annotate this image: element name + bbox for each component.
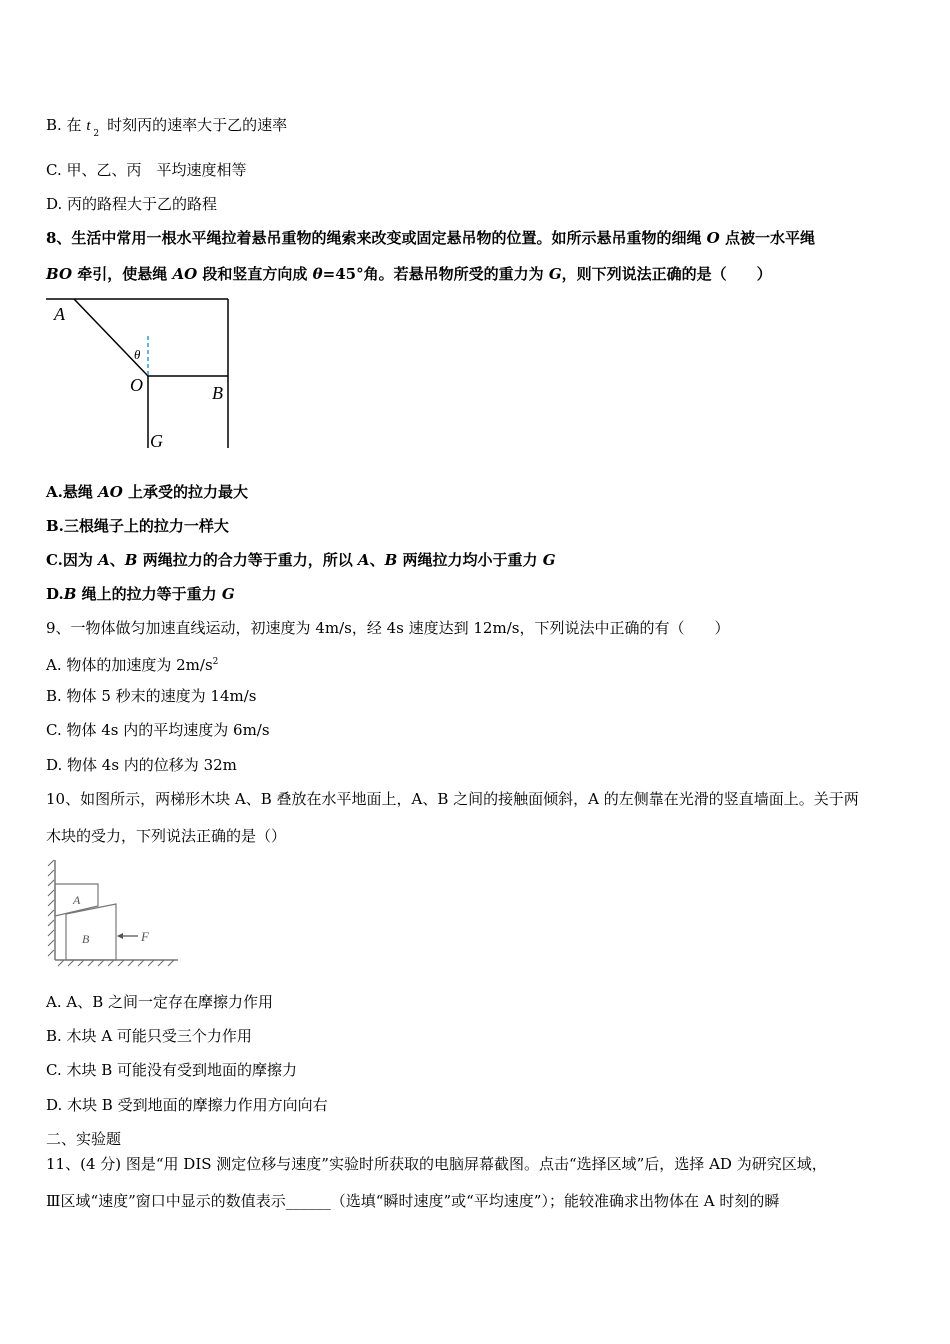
- q10-option-c: C. 木块 B 可能没有受到地面的摩擦力: [46, 1061, 298, 1079]
- q8-option-d: D.B 绳上的拉力等于重力 G: [46, 585, 235, 603]
- q10-stem-line2: 木块的受力，下列说法正确的是（）: [46, 827, 287, 845]
- section-heading: 二、实验题: [46, 1130, 122, 1148]
- q9-option-c: C. 物体 4s 内的平均速度为 6m/s: [46, 721, 270, 739]
- q10-option-b: B. 木块 A 可能只受三个力作用: [46, 1027, 252, 1045]
- q10-option-d: D. 木块 B 受到地面的摩擦力作用方向向右: [46, 1096, 328, 1114]
- q9-stem: 9、一物体做匀加速直线运动，初速度为 4m/s，经 4s 速度达到 12m/s，下列说法中正确的有（ ）: [46, 619, 730, 637]
- label-force-f: F: [141, 929, 149, 944]
- label-a: A: [54, 304, 65, 324]
- q9-option-b: B. 物体 5 秒末的速度为 14m/s: [46, 687, 257, 705]
- q8-rope-figure: [46, 296, 246, 456]
- q8-option-a: A.悬绳 AO 上承受的拉力最大: [46, 483, 249, 501]
- label-o: O: [130, 375, 143, 395]
- q8-stem-line1: 8、生活中常用一根水平绳拉着悬吊重物的绳索来改变或固定悬吊物的位置。如所示悬吊重物的细绳 O 点被一水平绳: [46, 229, 815, 247]
- label-theta: θ: [134, 347, 141, 362]
- rope-ao: [74, 299, 148, 376]
- q7-option-b: B. 在 t 2 时刻丙的速率大于乙的速率: [46, 116, 288, 139]
- q10-stem-line1: 10、如图所示，两梯形木块 A、B 叠放在水平地面上，A、B 之间的接触面倾斜，A 的左侧靠在光滑的竖直墙面上。关于两: [46, 790, 859, 808]
- label-g: G: [150, 431, 163, 451]
- q11-stem-line2: Ⅲ区域“速度”窗口中显示的数值表示______（选填“瞬时速度”或“平均速度”）；能较准确求出物体在 A 时刻的瞬: [46, 1192, 780, 1210]
- q9-option-a: A. 物体的加速度为 $2m/s^2$: [46, 656, 219, 674]
- q8-option-c: C.因为 A、B 两绳拉力的合力等于重力，所以 A、B 两绳拉力均小于重力 G: [46, 551, 556, 569]
- force-f-arrowhead: [117, 933, 123, 939]
- label-block-a: A: [73, 893, 81, 907]
- label-block-b: B: [82, 932, 90, 946]
- q10-option-a: A. A、B 之间一定存在摩擦力作用: [46, 993, 273, 1011]
- q9-option-d: D. 物体 4s 内的位移为 32m: [46, 756, 237, 774]
- q7-option-d: D. 丙的路程大于乙的路程: [46, 195, 218, 213]
- wall-hatch: [48, 860, 54, 956]
- q8-stem-line2: BO 牵引，使悬绳 AO 段和竖直方向成 θ=45°角。若悬吊物所受的重力为 G，则下列说法正确的是（ ）: [46, 265, 772, 283]
- ground-hatch: [58, 960, 174, 966]
- q8-option-b: B.三根绳子上的拉力一样大: [46, 517, 229, 535]
- q7-option-c: C. 甲、乙、丙 平均速度相等: [46, 161, 247, 179]
- q10-blocks-figure: [46, 858, 186, 970]
- label-b: B: [212, 383, 223, 403]
- q11-stem-line1: 11、(4 分) 图是“用 DIS 测定位移与速度”实验时所获取的电脑屏幕截图。点击“选择区域”后，选择 AD 为研究区域，: [46, 1155, 827, 1173]
- block-b: [66, 904, 116, 960]
